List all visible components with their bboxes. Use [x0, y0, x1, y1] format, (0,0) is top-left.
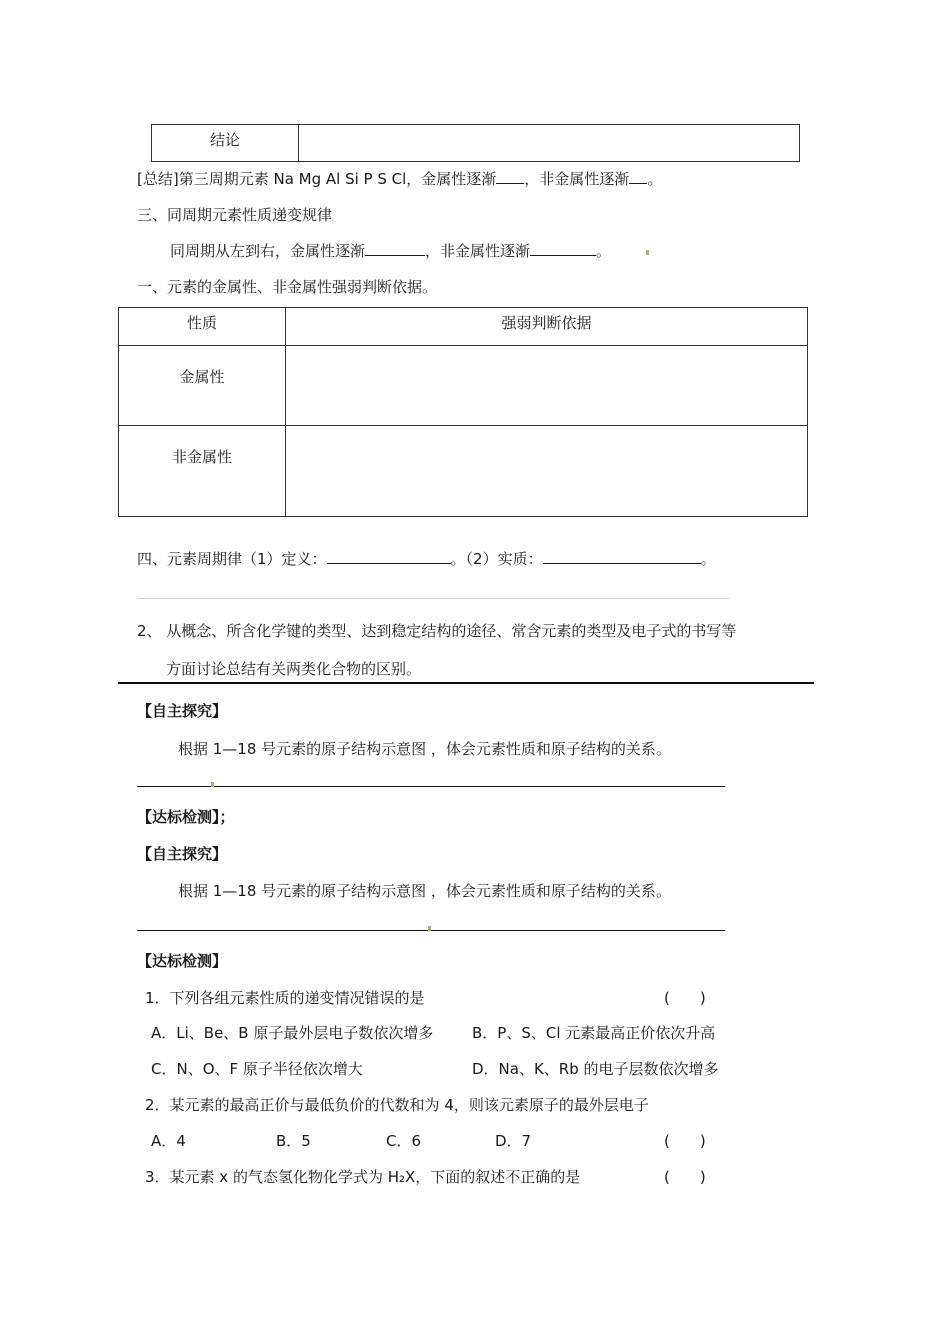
q2-answer-paren[interactable]: ( ) — [664, 1132, 706, 1150]
criteria-header-basis: 强弱判断依据 — [286, 308, 808, 346]
explore1-text: 根据 1—18 号元素的原子结构示意图 ，体会元素性质和原子结构的关系。 — [178, 740, 671, 758]
summary-blank-metallic[interactable] — [496, 169, 524, 184]
conclusion-content[interactable] — [299, 125, 800, 162]
q1-stem: 1．下列各组元素性质的递变情况错误的是 — [145, 989, 425, 1007]
summary-prefix: [总结]第三周期元素 Na Mg Al Si P S Cl，金属性逐渐 — [137, 170, 497, 188]
section4-end: 。 — [700, 550, 716, 568]
explore1-answer-line[interactable] — [137, 786, 725, 787]
section3-prefix: 同周期从左到右，金属性逐渐 — [170, 242, 366, 260]
section3-blank-metallic[interactable] — [365, 241, 425, 256]
explore2-text: 根据 1—18 号元素的原子结构示意图 ，体会元素性质和原子结构的关系。 — [178, 882, 671, 900]
section1-heading: 一、元素的金属性、非金属性强弱判断依据。 — [137, 278, 438, 296]
q1-option-a[interactable]: A．Li、Be、B 原子最外层电子数依次增多 — [151, 1024, 434, 1042]
criteria-table — [118, 307, 808, 517]
section3-blank-nonmetallic[interactable] — [530, 241, 596, 256]
item2-line1: 2、 从概念、所含化学键的类型、达到稳定结构的途径、常含元素的类型及电子式的书写等 — [137, 622, 737, 640]
decor-dot — [646, 250, 649, 255]
section3-line — [170, 240, 611, 261]
q3-answer-paren[interactable]: ( ) — [664, 1168, 706, 1186]
q2-option-b[interactable]: B．5 — [276, 1132, 311, 1150]
item2-line2: 方面讨论总结有关两类化合物的区别。 — [166, 660, 422, 678]
section4-blank-definition[interactable] — [327, 549, 451, 564]
q2-option-c[interactable]: C．6 — [386, 1132, 422, 1150]
section4-prefix: 四、元素周期律（1）定义： — [137, 550, 327, 568]
section4-blank-essence[interactable] — [543, 549, 701, 564]
summary-end: 。 — [647, 170, 663, 188]
conclusion-label: 结论 — [152, 125, 299, 162]
check2-heading: 【达标检测】 — [137, 952, 228, 970]
q2-option-a[interactable]: A．4 — [151, 1132, 186, 1150]
q2-option-d[interactable]: D．7 — [495, 1132, 532, 1150]
conclusion-table — [151, 124, 800, 162]
q2-stem: 2．某元素的最高正价与最低负价的代数和为 4，则该元素原子的最外层电子 — [145, 1096, 649, 1114]
criteria-row-metallic-property: 金属性 — [119, 346, 286, 426]
decor-dot — [428, 926, 431, 931]
q1-option-b[interactable]: B．P、S、Cl 元素最高正价依次升高 — [472, 1024, 716, 1042]
explore2-answer-line[interactable] — [137, 930, 725, 931]
divider-thin — [137, 598, 729, 599]
section3-middle: ，非金属性逐渐 — [425, 242, 531, 260]
criteria-row-nonmetallic-property: 非金属性 — [119, 426, 286, 517]
decor-dot — [211, 782, 214, 787]
q3-stem: 3．某元素 x 的气态氢化物化学式为 H₂X，下面的叙述不正确的是 — [145, 1168, 581, 1186]
q1-answer-paren[interactable]: ( ) — [664, 989, 706, 1007]
section3-heading: 三、同周期元素性质递变规律 — [137, 206, 333, 224]
summary-blank-nonmetallic[interactable] — [629, 169, 647, 184]
explore2-heading: 【自主探究】 — [137, 845, 228, 863]
section4-middle: 。（2）实质： — [450, 550, 543, 568]
q1-option-d[interactable]: D．Na、K、Rb 的电子层数依次增多 — [472, 1060, 719, 1078]
q1-option-c[interactable]: C．N、O、F 原子半径依次增大 — [151, 1060, 363, 1078]
summary-line — [137, 168, 662, 189]
section3-end: 。 — [596, 242, 612, 260]
criteria-header-property: 性质 — [119, 308, 286, 346]
section4-line — [137, 548, 716, 569]
criteria-row-metallic-basis[interactable] — [286, 346, 808, 426]
criteria-row-nonmetallic-basis[interactable] — [286, 426, 808, 517]
check1-heading: 【达标检测】； — [137, 808, 235, 826]
divider-thick — [118, 682, 814, 684]
summary-middle: ，非金属性逐渐 — [524, 170, 630, 188]
explore1-heading: 【自主探究】 — [137, 702, 228, 720]
